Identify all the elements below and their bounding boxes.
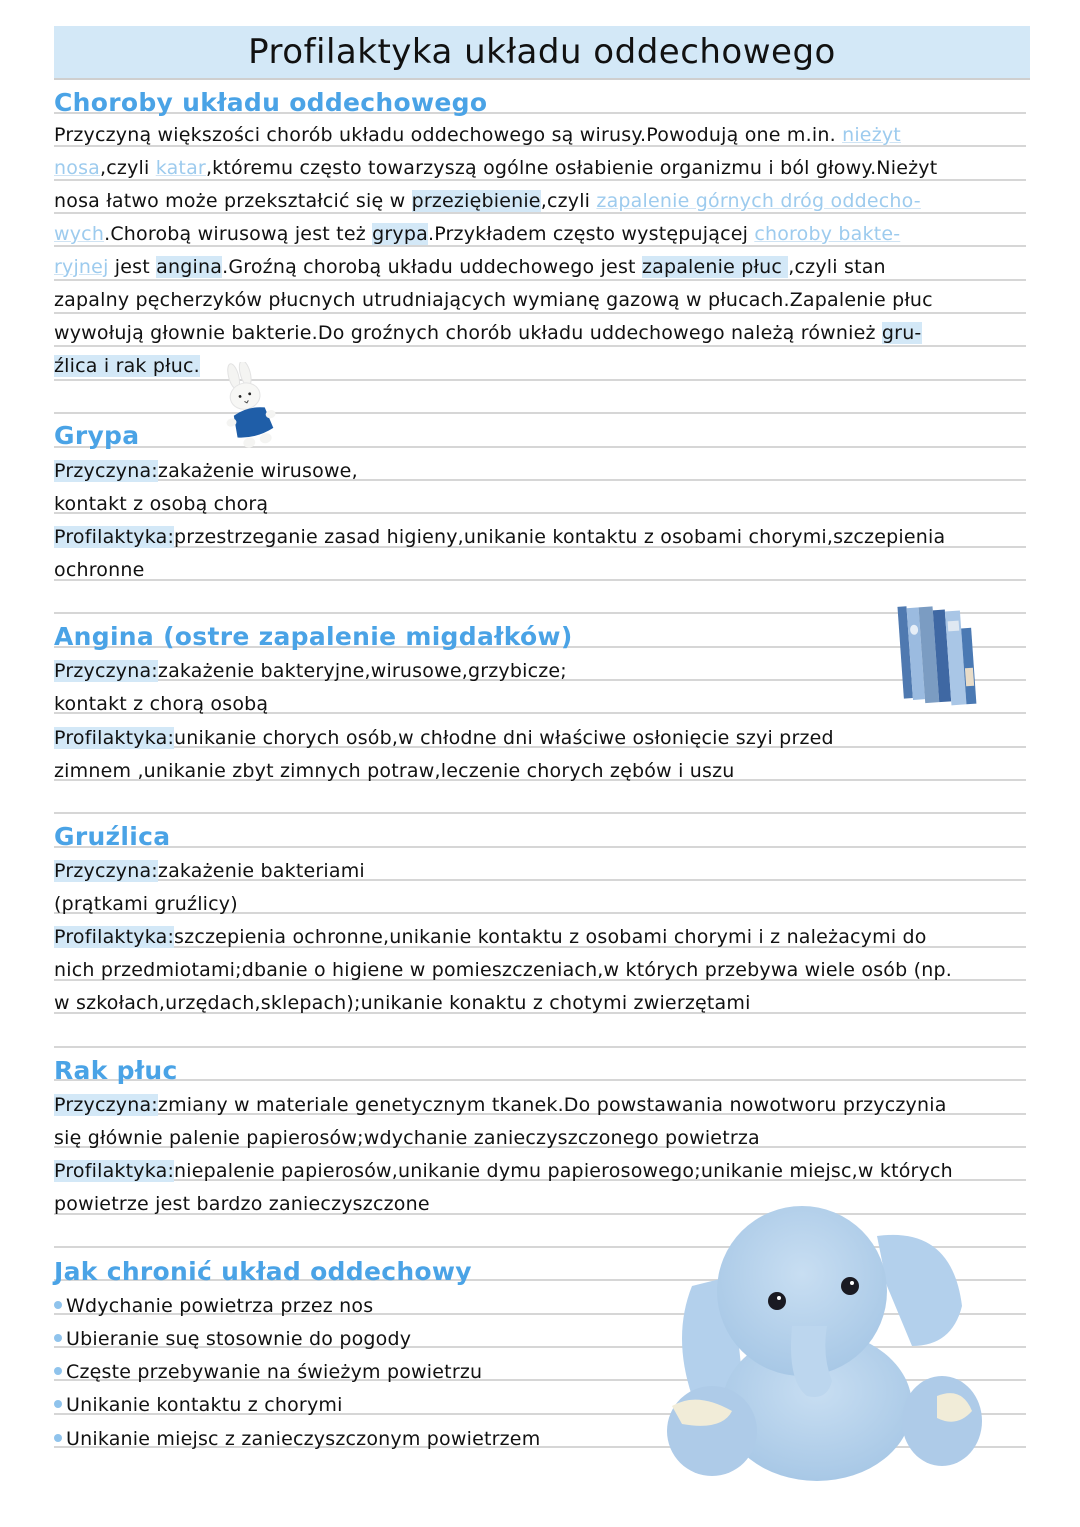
text: jest [108, 256, 157, 278]
list-item [54, 1290, 373, 1323]
text-line [54, 218, 900, 251]
text-line [54, 855, 365, 888]
text: ,czyli [100, 157, 156, 179]
text: Ubieranie suę stosownie do pogody [66, 1328, 412, 1350]
text-line [54, 185, 921, 218]
books-stack-icon [895, 600, 985, 712]
text: ,czyli stan [788, 256, 886, 278]
text-line [54, 722, 834, 755]
bullet-icon [54, 1334, 62, 1342]
text: przestrzeganie zasad higieny,unikanie kontaktu z osobami chorymi,szczepienia [174, 526, 946, 548]
section-heading-angina: Angina (ostre zapalenie migdałków) [54, 622, 573, 651]
term-link: nieżyt [842, 124, 901, 146]
plush-elephant-icon [652, 1196, 1032, 1486]
text-line [54, 554, 145, 587]
text: zapalny pęcherzyków płucnych utrudniających wymianę gazową w płucach.Zapalenie płuc [54, 289, 933, 311]
highlight: źlica i rak płuc. [54, 355, 200, 377]
text-line [54, 888, 238, 921]
text-line [54, 152, 937, 185]
text: wywołują głownie bakterie.Do groźnych chorób układu uddechowego należą również [54, 322, 882, 344]
bullet-icon [54, 1367, 62, 1375]
term-link: wych [54, 223, 105, 245]
label-cause: Przyczyna: [54, 660, 158, 682]
text: ochronne [54, 559, 145, 581]
rule-line [54, 579, 1026, 581]
text: powietrze jest bardzo zanieczyszczone [54, 1193, 430, 1215]
text: Częste przebywanie na świeżym powietrzu [66, 1361, 483, 1383]
page-title: Profilaktyka układu oddechowego [248, 32, 836, 72]
term-link: katar [155, 157, 206, 179]
text: zakażenie bakteryjne,wirusowe,grzybicze; [157, 660, 567, 682]
term-link: ryjnej [54, 256, 109, 278]
section-heading-gruzlica: Gruźlica [54, 822, 171, 851]
text: zakażenie bakteriami [157, 860, 365, 882]
text-line [54, 1155, 953, 1188]
highlight: zapalenie płuc [641, 256, 789, 278]
rule-line [54, 1079, 1026, 1081]
text: zmiany w materiale genetycznym tkanek.Do powstawania nowotworu przyczynia [157, 1094, 947, 1116]
list-item [54, 1423, 540, 1456]
text-line [54, 488, 268, 521]
label-cause: Przyczyna: [54, 1094, 158, 1116]
text: kontakt z osobą chorą [54, 493, 269, 515]
section-heading-grypa: Grypa [54, 421, 140, 450]
section-heading-rak: Rak płuc [54, 1056, 178, 1085]
text: nosa łatwo może przekształcić się w [54, 190, 412, 212]
text-line [54, 455, 358, 488]
plush-bunny-icon [212, 362, 282, 452]
highlight: gru- [881, 322, 922, 344]
text-line [54, 521, 945, 554]
text: Unikanie kontaktu z chorymi [66, 1394, 343, 1416]
text: .Przykładem często występującej [427, 223, 755, 245]
section-heading-choroby: Choroby układu oddechowego [54, 88, 488, 117]
text-line [54, 655, 567, 688]
highlight: angina [156, 256, 223, 278]
bullet-icon [54, 1434, 62, 1442]
text: szczepienia ochronne,unikanie kontaktu z osobami chorymi i z należacymi do [174, 926, 927, 948]
text-line [54, 119, 901, 152]
rule-line [54, 812, 1026, 814]
bullet-icon [54, 1301, 62, 1309]
text: .Chorobą wirusową jest też [104, 223, 373, 245]
text-line [54, 1122, 760, 1155]
term-link: nosa [54, 157, 101, 179]
text: zimnem ,unikanie zbyt zimnych potraw,leczenie chorych zębów i uszu [54, 760, 735, 782]
list-item [54, 1323, 411, 1356]
text: .Groźną chorobą układu uddechowego jest [222, 256, 642, 278]
text-line [54, 350, 200, 383]
text: unikanie chorych osób,w chłodne dni właściwe osłonięcie szyi przed [174, 727, 834, 749]
text: Przyczyną większości chorób układu oddechowego są wirusy.Powodują one m.in. [54, 124, 843, 146]
highlight: przeziębienie [411, 190, 541, 212]
text-line [54, 755, 735, 788]
rule-line [54, 612, 1026, 614]
rule-line [54, 1046, 1026, 1048]
label-prevention: Profilaktyka: [54, 1160, 175, 1182]
text-line [54, 251, 886, 284]
text-line [54, 921, 927, 954]
text: nich przedmiotami;dbanie o higiene w pomieszczeniach,w których przebywa wiele osób (np. [54, 959, 952, 981]
bullet-icon [54, 1400, 62, 1408]
text-line [54, 1188, 430, 1221]
text-line [54, 284, 933, 317]
list-item [54, 1356, 482, 1389]
label-prevention: Profilaktyka: [54, 526, 175, 548]
text: kontakt z chorą osobą [54, 693, 269, 715]
text: zakażenie wirusowe, [157, 460, 358, 482]
text-line [54, 954, 952, 987]
list-item [54, 1389, 343, 1422]
text: się głównie palenie papierosów;wdychanie zanieczyszczonego powietrza [54, 1127, 760, 1149]
text-line [54, 688, 268, 721]
label-cause: Przyczyna: [54, 860, 158, 882]
label-prevention: Profilaktyka: [54, 727, 175, 749]
text: Unikanie miejsc z zanieczyszczonym powietrzem [66, 1428, 541, 1450]
text-line [54, 317, 922, 350]
title-bar [54, 26, 1030, 80]
text-line [54, 987, 751, 1020]
text-line [54, 1089, 947, 1122]
text: ,któremu często towarzyszą ogólne osłabienie organizmu i ból głowy.Nieżyt [205, 157, 938, 179]
term-link: zapalenie górnych dróg oddecho- [596, 190, 921, 212]
text: ,czyli [540, 190, 597, 212]
text: Wdychanie powietrza przez nos [66, 1295, 374, 1317]
text: niepalenie papierosów,unikanie dymu papierosowego;unikanie miejsc,w których [174, 1160, 953, 1182]
rule-line [54, 846, 1026, 848]
rule-line [54, 412, 1026, 414]
text: (prątkami gruźlicy) [54, 893, 238, 915]
label-prevention: Profilaktyka: [54, 926, 175, 948]
label-cause: Przyczyna: [54, 460, 158, 482]
highlight: grypa [372, 223, 428, 245]
term-link: choroby bakte- [754, 223, 901, 245]
rule-line [54, 446, 1026, 448]
text: w szkołach,urzędach,sklepach);unikanie konaktu z chotymi zwierzętami [54, 992, 751, 1014]
section-heading-ochrona: Jak chronić układ oddechowy [54, 1257, 472, 1286]
